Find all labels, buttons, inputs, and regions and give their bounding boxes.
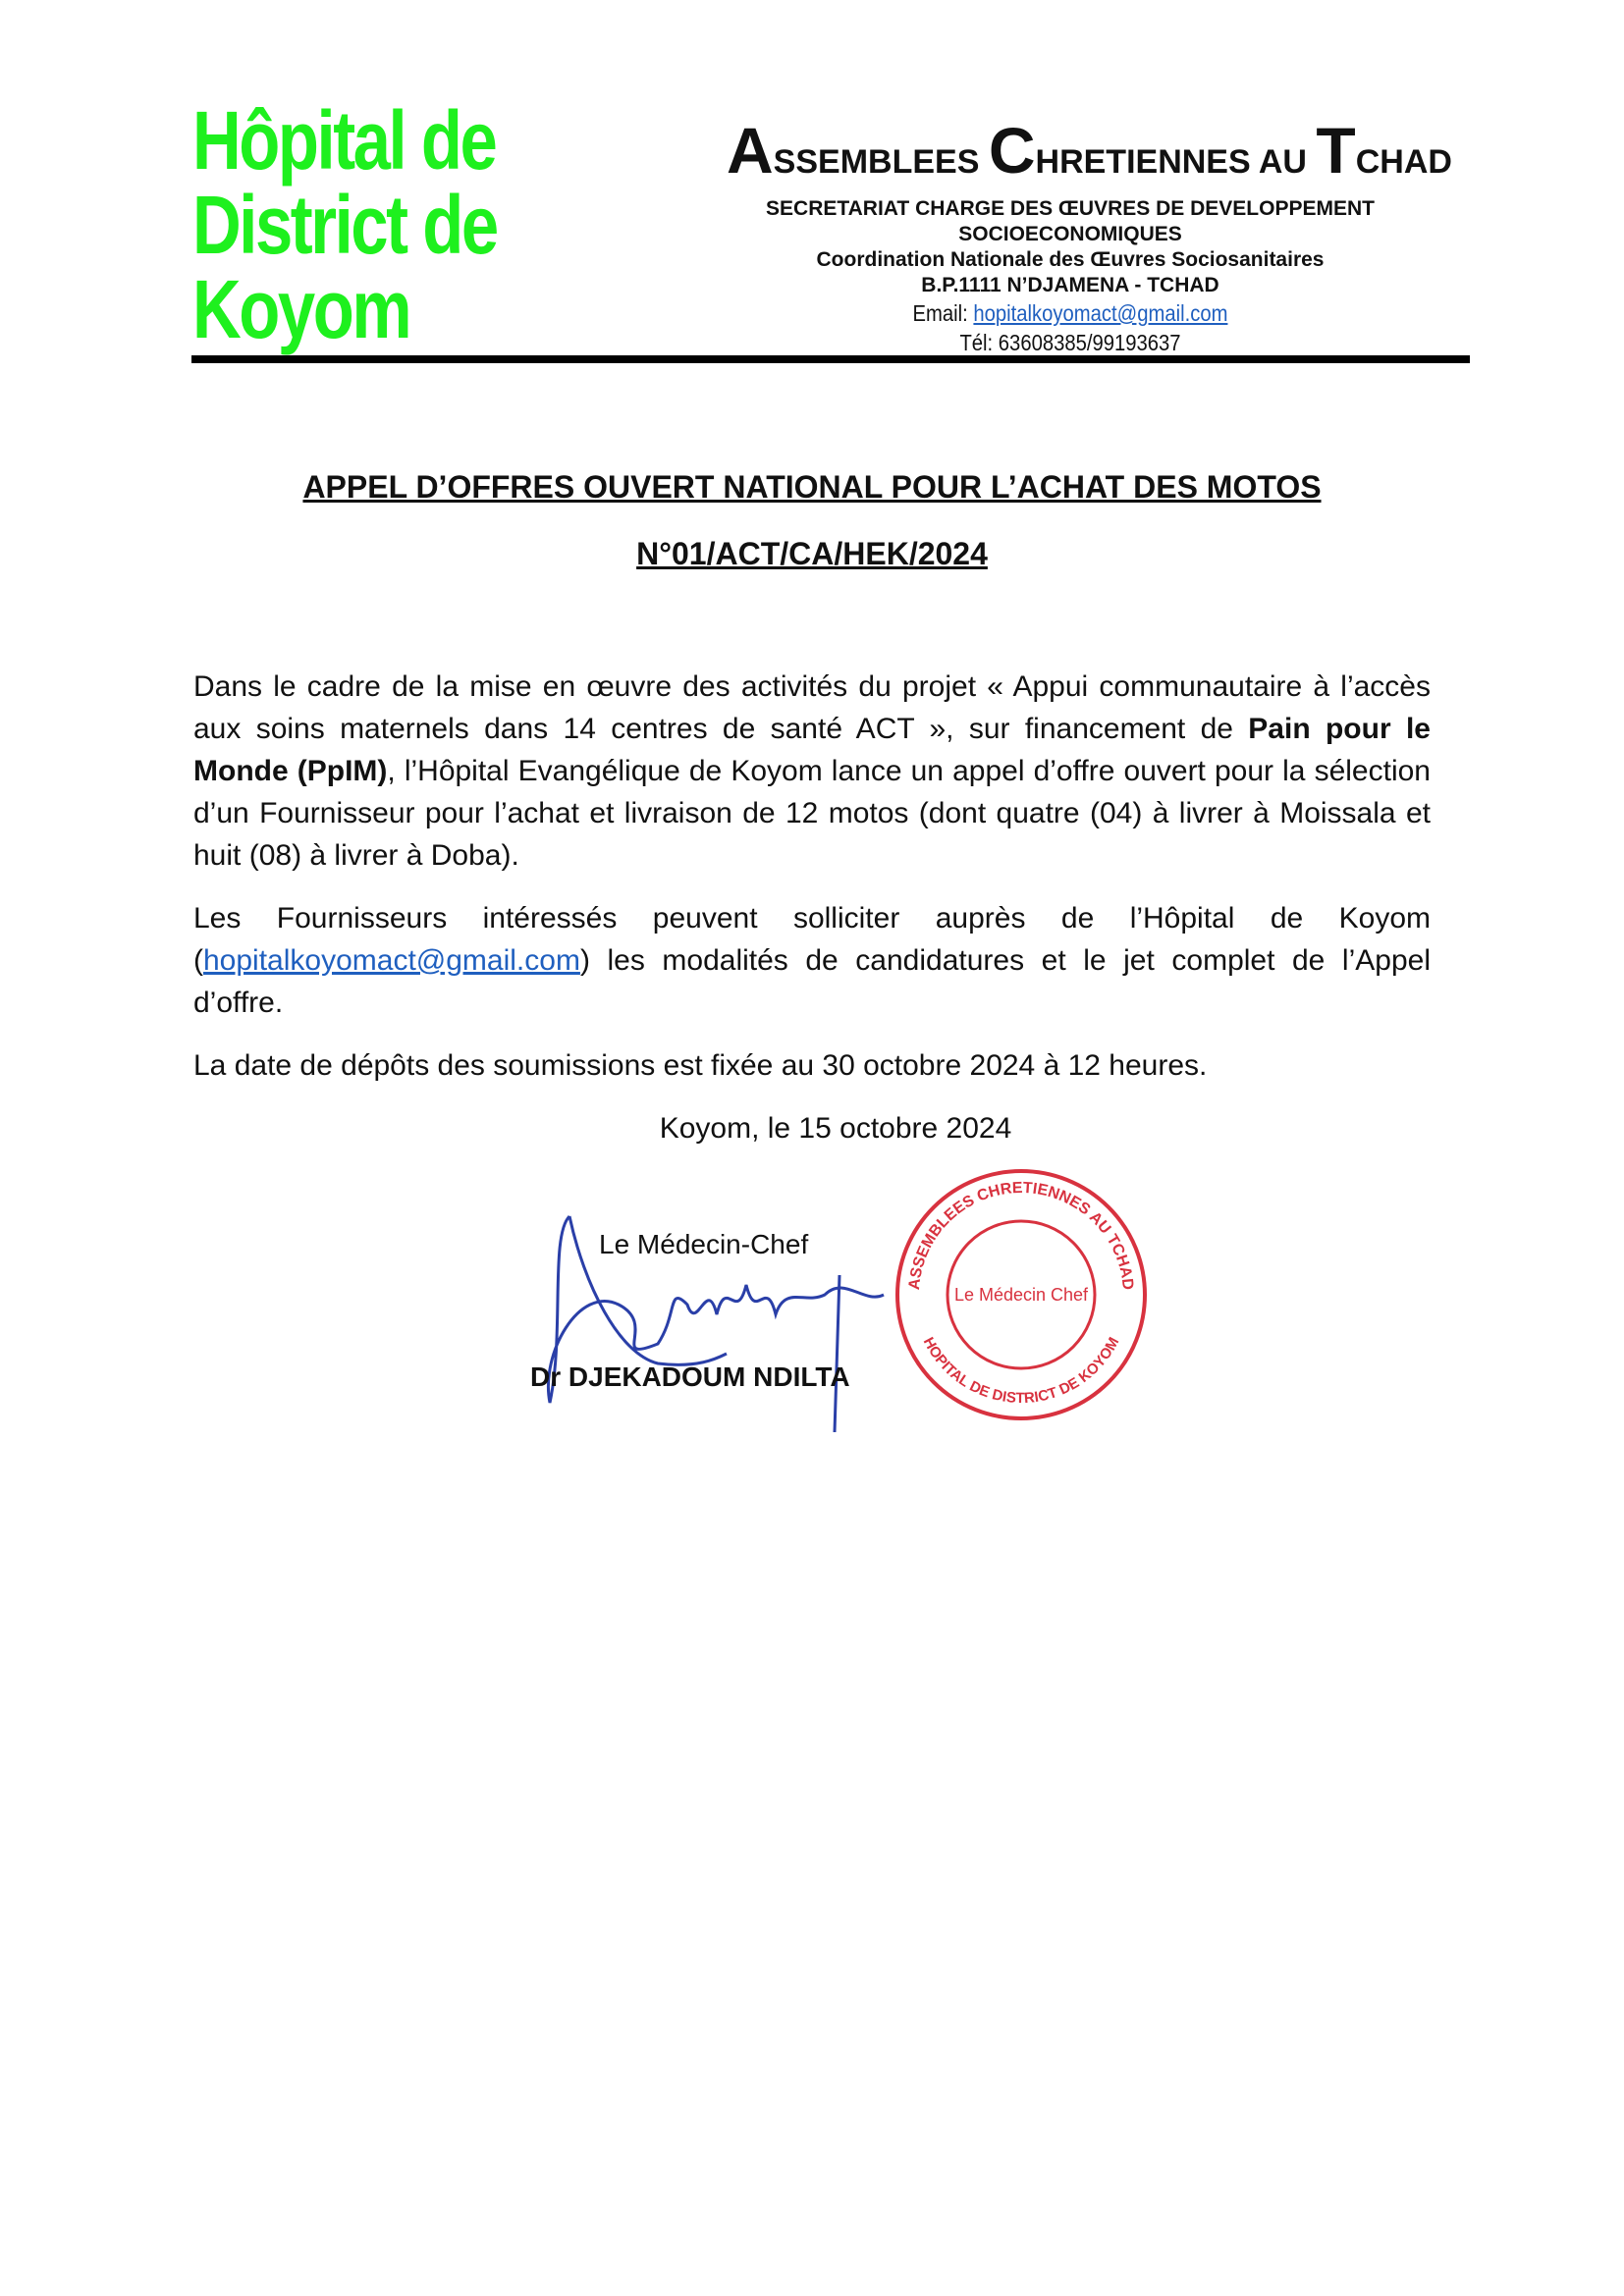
signatory-role: Le Médecin-Chef [599, 1229, 809, 1259]
text: , l’Hôpital Evangélique de Koyom lance un appel d’offre ouvert pour la sélection d’un Fournisseur pour l’achat et livraison de 12 motos (dont quatre (04) à livrer à Moissala et huit (08) à livrer à Doba). [193, 755, 1431, 872]
coordination-line: Coordination Nationale des Œuvres Sociosanitaires [816, 248, 1325, 271]
document-content [193, 666, 1431, 1442]
text: ) les modalités de candidatures et le jet complet de l’Appel d’offre. [193, 944, 1431, 1019]
signature-block [511, 1157, 1178, 1442]
paragraph-2 [193, 897, 1431, 1024]
title-initial: C [988, 114, 1036, 187]
hospital-line-2: District de [192, 179, 497, 271]
title-part: SSEMBLEES [773, 143, 989, 181]
email-label: Email: [912, 300, 974, 326]
funder-name: Pain pour le Monde (PpIM) [193, 713, 1431, 787]
title-initial: T [1316, 114, 1356, 187]
organization-header [727, 114, 1452, 357]
text: Les Fournisseurs intéressés peuvent solliciter auprès de l’Hôpital de Koyom ( [193, 902, 1431, 977]
document-title: APPEL D’OFFRES OUVERT NATIONAL POUR L’ACHAT DES MOTOS [302, 469, 1322, 505]
document-body [193, 666, 1431, 1087]
organization-title [727, 114, 1452, 196]
email-line [768, 298, 1373, 328]
text: Dans le cadre de la mise en œuvre des activités du projet « Appui communautaire à l’accès aux soins maternels dans 14 centres de santé ACT », sur financement de [193, 670, 1431, 745]
address-line: B.P.1111 N’DJAMENA - TCHAD [921, 274, 1219, 296]
paragraph-3: La date de dépôts des soumissions est fixée au 30 octobre 2024 à 12 heures. [193, 1049, 1208, 1082]
hospital-line-3: Koyom [192, 263, 410, 355]
socioeconomic-line: SOCIOECONOMIQUES [958, 223, 1182, 245]
title-part: CHAD [1355, 143, 1452, 181]
tender-number: N°01/ACT/CA/HEK/2024 [636, 536, 988, 571]
hospital-logo-text [192, 94, 497, 355]
header-divider [191, 355, 1470, 363]
signatory-name: Dr DJEKADOUM NDILTA [530, 1362, 850, 1392]
hospital-line-1: Hôpital de [192, 94, 496, 187]
stamp-and-signature-graphic [511, 1157, 1178, 1442]
title-initial: A [727, 114, 774, 187]
stamp-icon [897, 1171, 1145, 1418]
svg-text:HOPITAL DE DISTRICT DE KOYOM: HOPITAL DE DISTRICT DE KOYOM [919, 1334, 1123, 1408]
email-link[interactable]: hopitalkoyomact@gmail.com [203, 944, 580, 977]
phone-line: Tél: 63608385/99193637 [959, 330, 1181, 355]
svg-text:Le Médecin Chef: Le Médecin Chef [953, 1285, 1089, 1305]
secretariat-line: SECRETARIAT CHARGE DES ŒUVRES DE DEVELOPPEMENT [766, 197, 1375, 220]
paragraph-1 [193, 666, 1431, 877]
svg-text:ASSEMBLEES CHRETIENNES AU TCHA: ASSEMBLEES CHRETIENNES AU TCHAD [906, 1179, 1136, 1291]
title-part: HRETIENNES AU [1035, 143, 1317, 181]
email-link[interactable]: hopitalkoyomact@gmail.com [973, 300, 1228, 326]
date-line: Koyom, le 15 octobre 2024 [659, 1112, 1012, 1145]
